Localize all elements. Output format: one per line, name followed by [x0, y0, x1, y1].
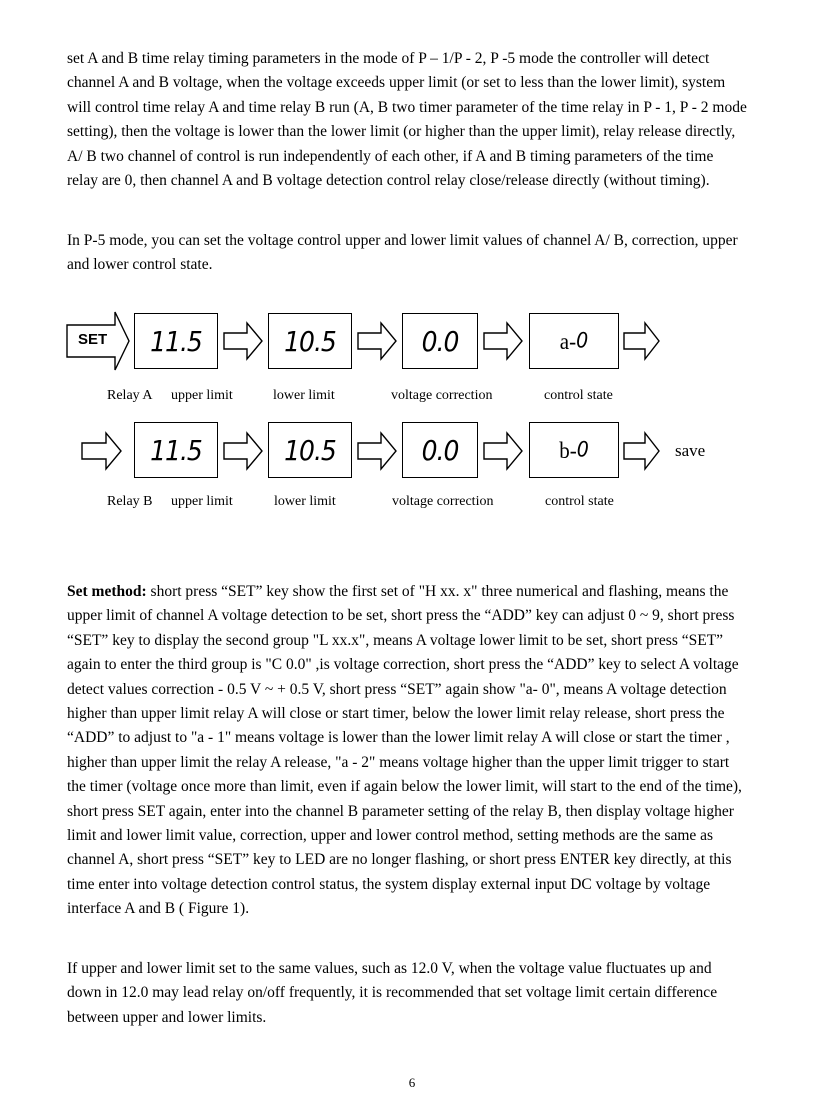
arrow-right-icon: [484, 323, 522, 359]
paragraph-limit-advice: If upper and lower limit set to the same values, such as 12.0 V, when the voltage value fluctuates up and down in 12.0 may lead relay on/off frequently, it is recommended that set voltage limit certain difference between upper and lower limits.: [67, 960, 718, 1026]
display-upper-limit-b: [134, 422, 218, 478]
label-lower-limit: lower limit: [274, 494, 336, 509]
display-control-state-b: [529, 422, 619, 478]
label-relay-b: Relay B: [107, 494, 153, 509]
state-prefix: b-: [559, 436, 577, 463]
arrow-right-icon: [224, 433, 262, 469]
paragraph-timing-parameters: set A and B time relay timing parameters in the mode of P – 1/P - 2, P -5 mode the controller will detect channel A and B voltage, when the voltage exceeds upper limit (or set to less than the lower limit), system will control time relay A and time relay B run (A, B two timer parameter of the time relay in P - 1, P - 2 mode setting), then the voltage is lower than the lower limit (or higher than the upper limit), relay release directly, A/ B two channel of control is run independently of each other, if A and B timing parameters of the time relay are 0, then channel A and B voltage detection control relay close/release directly (without timing).: [67, 50, 747, 190]
set-method-body: short press “SET” key show the first set of "H xx. x" three numerical and flashing, means the upper limit of channel A voltage detection to be set, short press the “ADD” key can adjust 0 ~ 9, short press “SET” key to display the second group "L xx.x", means A voltage lower limit to be set, short press “SET” again to enter the third group is "C 0.0" ,is voltage correction, short press the “ADD” key to select A voltage detect values correction - 0.5 V ~ + 0.5 V, short press “SET” again show "a- 0", means A voltage detection higher than upper limit relay A will close or start timer, below the lower limit relay release, short press the “ADD” to adjust to "a - 1" means voltage is lower than the lower limit relay A will close or start the timer , higher than upper limit the relay A release, "a - 2" means voltage higher than the upper limit trigger to start the timer (voltage once more than limit, even if again below the lower limit, will start to the end of the time), short press SET again, enter into the channel B parameter setting of the relay B, then display voltage higher limit and lower limit value, correction, upper and lower control method, setting methods are the same as channel A, short press “SET” key to LED are no longer flashing, or short press ENTER key directly, at this time enter into voltage detection control status, the system display external input DC voltage by voltage interface A and B ( Figure 1).: [67, 583, 742, 918]
display-correction-b: [402, 422, 478, 478]
state-prefix: a-: [559, 327, 577, 354]
display-lower-limit-b: [268, 422, 352, 478]
display-value: 10.5: [284, 324, 336, 358]
label-control-state: control state: [544, 388, 613, 403]
label-upper-limit: upper limit: [171, 494, 233, 509]
arrow-right-icon: [624, 433, 659, 469]
display-value: 11.5: [150, 433, 202, 467]
set-key-label: SET: [78, 331, 108, 348]
arrow-right-icon: [358, 323, 396, 359]
page-number: 6: [408, 1075, 416, 1090]
display-value: [530, 420, 618, 480]
display-control-state-a: [529, 313, 619, 369]
save-label: save: [675, 441, 706, 460]
state-value: 0: [576, 328, 589, 354]
display-lower-limit-a: [268, 313, 352, 369]
set-method-heading: Set method:: [67, 583, 147, 600]
arrow-right-icon: [224, 323, 262, 359]
state-value: 0: [576, 437, 589, 463]
display-upper-limit-a: [134, 313, 218, 369]
arrow-right-icon: [624, 323, 659, 359]
paragraph-set-method: [67, 580, 747, 922]
arrow-right-icon: [484, 433, 522, 469]
display-value: 11.5: [150, 324, 202, 358]
label-lower-limit: lower limit: [273, 388, 335, 403]
label-relay-a: Relay A: [107, 388, 153, 403]
label-voltage-correction: voltage correction: [392, 494, 494, 509]
label-upper-limit: upper limit: [171, 388, 233, 403]
arrow-right-icon: [358, 433, 396, 469]
display-value: 0.0: [421, 433, 459, 467]
paragraph-p5-mode: In P-5 mode, you can set the voltage control upper and lower limit values of channel A/ B, correction, upper and lower control state.: [67, 232, 738, 274]
display-value: 10.5: [284, 433, 336, 467]
display-value: [530, 311, 618, 371]
display-value: 0.0: [421, 324, 459, 358]
label-voltage-correction: voltage correction: [391, 388, 493, 403]
arrow-right-icon: [82, 433, 121, 469]
display-correction-a: [402, 313, 478, 369]
label-control-state: control state: [545, 494, 614, 509]
